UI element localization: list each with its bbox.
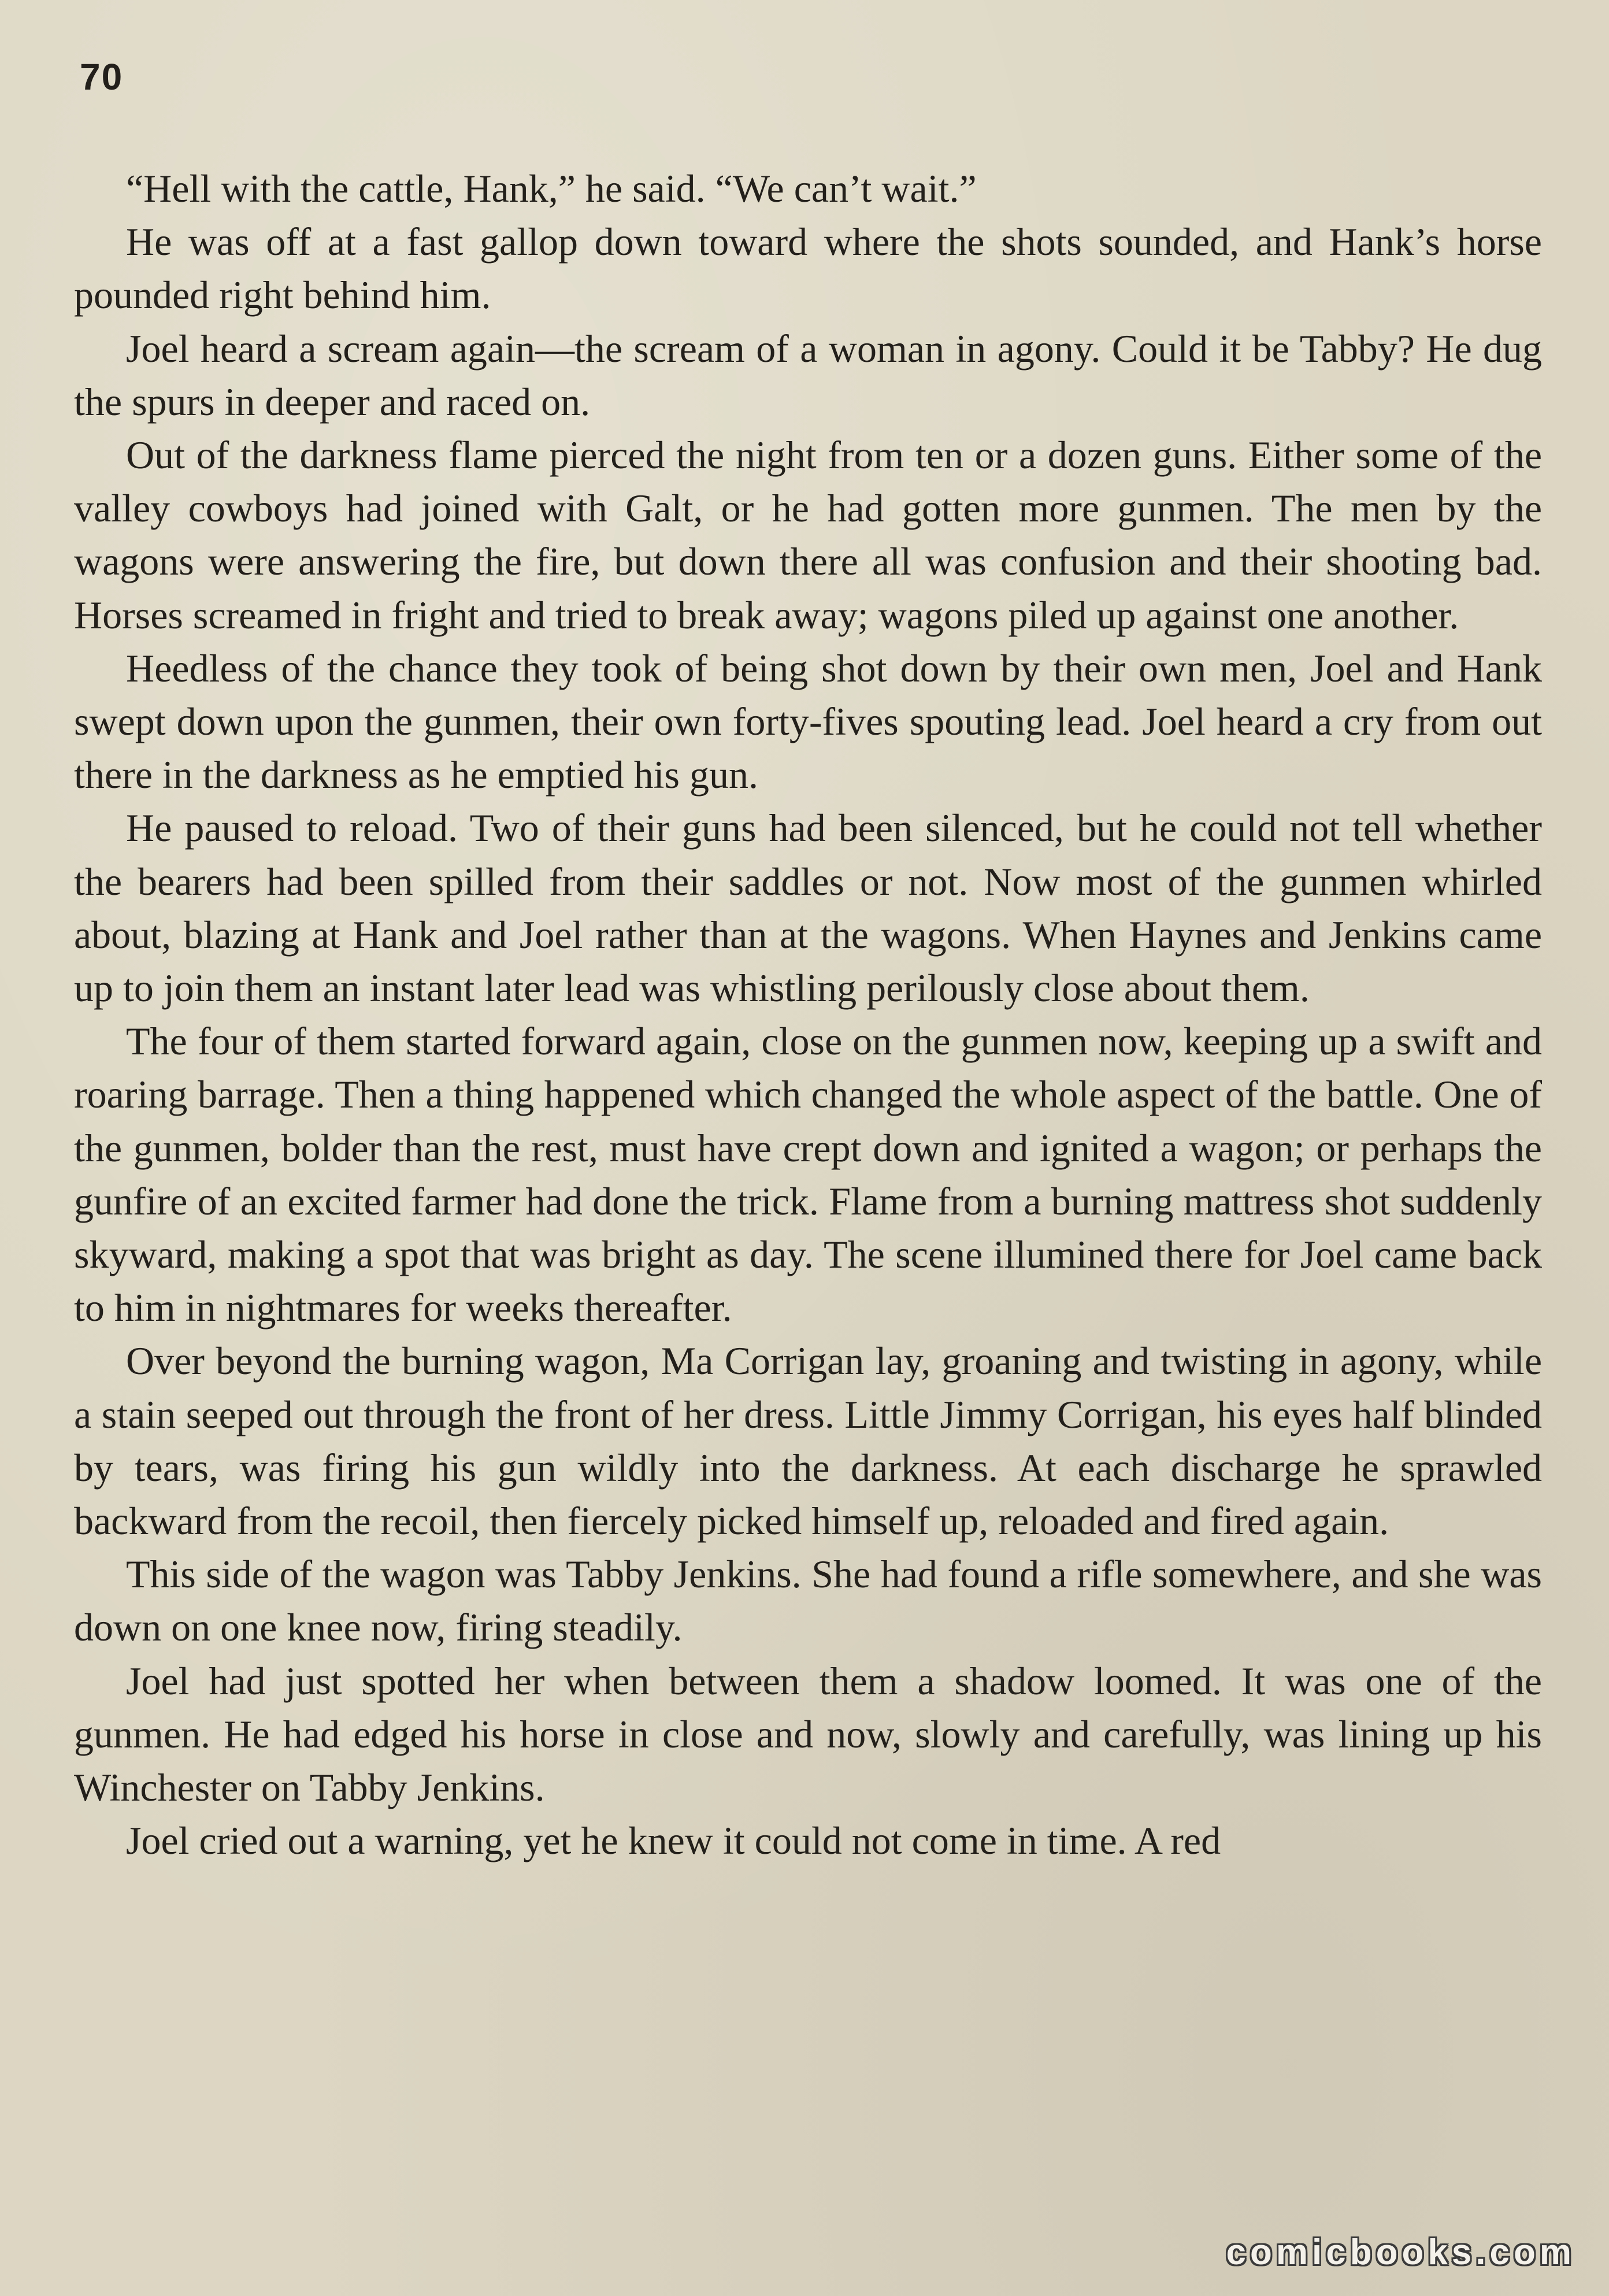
paragraph: Out of the darkness flame pierced the night from ten or a dozen guns. Either some of the valley cowboys had joined with Galt, or he had gotten more gunmen. The men by the wagons were answering the fire, but down there all was confusion and their shooting bad. Horses screamed in fright and tried to break away; wagons piled up against one another. [74,433,1542,637]
page-number: 70 [80,56,124,98]
paragraph: Over beyond the burning wagon, Ma Corrigan lay, groaning and twisting in agony, while a stain seeped out through the front of her dress. Little Jimmy Corrigan, his eyes half blinded by tears, was firing his gun wildly into the darkness. At each discharge he sprawled backward from the recoil, then fiercely picked himself up, reloaded and fired again. [74,1339,1542,1543]
paragraph: This side of the wagon was Tabby Jenkins. She had found a rifle somewhere, and she was down on one knee now, firing steadily. [74,1552,1542,1650]
body-text [74,162,1542,1868]
paragraph: Joel had just spotted her when between them a shadow loomed. It was one of the gunmen. He had edged his horse in close and now, slowly and carefully, was lining up his Winchester on Tabby Jenkins. [74,1658,1542,1810]
paragraph: “Hell with the cattle, Hank,” he said. “We can’t wait.” [126,166,977,210]
site-watermark: comicbooks.com [1226,2232,1575,2272]
paragraph: Joel heard a scream again—the scream of a woman in agony. Could it be Tabby? He dug the spurs in deeper and raced on. [74,326,1542,424]
paragraph: He was off at a fast gallop down toward where the shots sounded, and Hank’s horse pounded right behind him. [74,220,1542,317]
paragraph: Joel cried out a warning, yet he knew it could not come in time. A red [126,1819,1221,1863]
paragraph: The four of them started forward again, close on the gunmen now, keeping up a swift and roaring barrage. Then a thing happened which changed the whole aspect of the battle. One of the gunmen, bolder than the rest, must have crept down and ignited a wagon; or perhaps the gunfire of an excited farmer had done the trick. Flame from a burning mattress shot suddenly skyward, making a spot that was bright as day. The scene illumined there for Joel came back to him in nightmares for weeks thereafter. [74,1019,1542,1330]
paragraph: He paused to reload. Two of their guns had been silenced, but he could not tell whether the bearers had been spilled from their saddles or not. Now most of the gunmen whirled about, blazing at Hank and Joel rather than at the wagons. When Haynes and Jenkins came up to join them an instant later lead was whistling perilously close about them. [74,806,1542,1010]
paragraph: Heedless of the chance they took of being shot down by their own men, Joel and Hank swept down upon the gunmen, their own forty-fives spouting lead. Joel heard a cry from out there in the darkness as he emptied his gun. [74,646,1542,797]
